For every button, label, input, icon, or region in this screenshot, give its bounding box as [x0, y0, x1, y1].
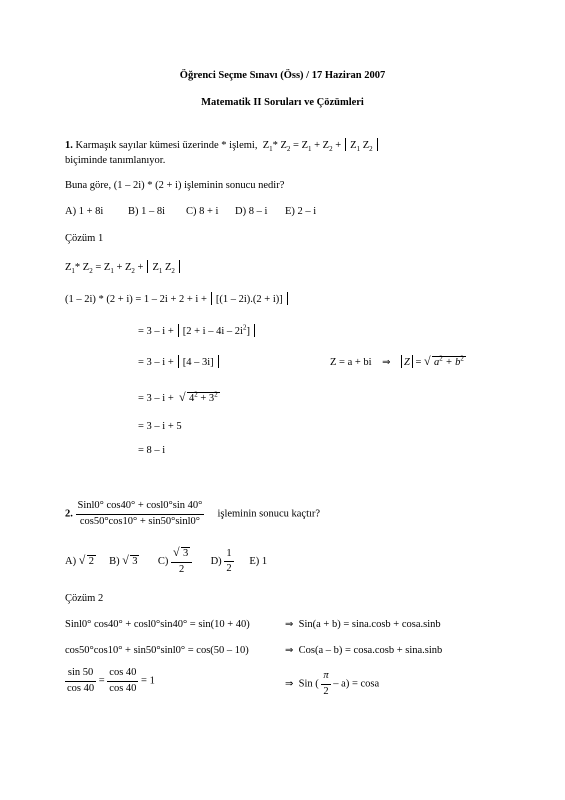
modulus-z: Z [403, 357, 410, 368]
question-2-text: işleminin sonucu kaçtır? [217, 508, 321, 520]
document-title: Öğrenci Seçme Sınavı (Öss) / 17 Haziran 2007 [179, 70, 386, 81]
def-z: Z [262, 140, 270, 151]
modulus-definition [330, 355, 466, 370]
abs-bar [147, 260, 148, 273]
rad-3: + 3 [200, 393, 215, 404]
abs-bar [401, 355, 402, 368]
frac2-den: cos 40 [109, 682, 137, 694]
question-1-number: 1. [65, 140, 73, 151]
solution-2-title: Çözüm 2 [65, 593, 104, 604]
question-1-text: Karmaşık sayılar kümesi üzerinde * işlemi, [75, 140, 258, 151]
solution-1-step-2: = $3 - i + [2 + i - 4i - 2i^2]$ [138, 324, 259, 339]
frac1-num: sin 50 [65, 667, 96, 682]
two: 2 [323, 685, 329, 697]
def-eq: = Z [290, 140, 309, 151]
implies-arrow: ⇒ [285, 619, 294, 630]
sol-eq: = Z [92, 262, 111, 273]
frac2-num: cos 40 [107, 667, 138, 682]
sol-z: Z [65, 262, 72, 273]
sol-z2: Z [165, 262, 172, 273]
q2-option-d: D) [210, 556, 222, 567]
abs-bar-right [377, 138, 378, 151]
question-2-denominator: cos50°cos10° + sin50°sinl0° [79, 515, 200, 527]
step3-text: = 3 – i + [138, 357, 174, 368]
q2-option-c: C) [157, 556, 169, 567]
rad-a: a [434, 357, 440, 368]
q2-options [65, 547, 267, 576]
step2-bracket: [2 + i – 4i – 2i [182, 326, 243, 337]
q2-option-b: B) [109, 556, 120, 567]
step2-text: = 3 – i + [138, 326, 174, 337]
def-z1: Z [350, 140, 357, 151]
modulus-eq: = [415, 357, 422, 368]
q1-option-d: D) 8 – i [235, 206, 268, 217]
pi-over-two [321, 670, 330, 698]
solution-1-definition: $Z_1*$ $Z_2 = Z_1 + Z_2 + Z_1$ $Z_2$ [65, 260, 184, 275]
question-2 [65, 500, 320, 528]
abs-bar [412, 355, 413, 368]
solution-2-line-2-right [285, 645, 442, 658]
def-z2: Z [362, 140, 370, 151]
abs-bar [179, 260, 180, 273]
question-1-text-2: biçiminde tanımlanıyor. [65, 155, 166, 166]
identity-3-b: – a) = cosa [333, 678, 380, 690]
modulus-sqrt: √ $a^2 + b^2$ [424, 354, 464, 368]
rad-4: 4 [189, 393, 195, 404]
abs-bar-left [345, 138, 346, 151]
q1-option-c: C) 8 + i [186, 206, 219, 217]
def-plus2: + [332, 140, 342, 151]
cos40-over-cos40 [107, 667, 138, 695]
abs-bar [178, 355, 179, 368]
solution-2-line-1-right [285, 619, 441, 632]
line3-result: = 1 [141, 675, 155, 687]
sol-plus2: + [134, 262, 144, 273]
q2-option-b-sqrt: √ 3 [122, 553, 138, 567]
step1-bracket: [(1 – 2i).(2 + i)] [215, 294, 283, 305]
implies-arrow: ⇒ [285, 678, 294, 690]
document-subtitle: Matematik II Soruları ve Çözümleri [201, 97, 364, 108]
identity-2: Cos(a – b) = cosa.cosb + sina.sinb [298, 645, 443, 656]
q2-option-d-frac [224, 548, 233, 576]
solution-1-title: Çözüm 1 [65, 233, 104, 244]
step3-bracket: [4 – 3i] [182, 357, 214, 368]
q2-option-b-radicand: 3 [132, 556, 138, 567]
sol-plus: + Z [113, 262, 132, 273]
identity-1: Sin(a + b) = sina.cosb + cosa.sinb [298, 619, 441, 630]
q2-option-c-radicand: 3 [182, 548, 189, 559]
def-plus: + Z [311, 140, 330, 151]
solution-2-line-1-left: Sinl0° cos40° + cosl0°sin40° = sin(10 + 40) [65, 619, 250, 630]
abs-bar [178, 324, 179, 337]
solution-1-step-6: = 8 – i [138, 445, 166, 456]
q1-option-e: E) 2 – i [285, 206, 317, 217]
question-2-fraction [76, 500, 205, 528]
sin50-over-cos40 [65, 667, 96, 695]
q2-option-e: E) 1 [249, 556, 268, 567]
implies-arrow: ⇒ [382, 357, 391, 368]
step2-close: ] [246, 326, 250, 337]
step4-sqrt: √ $4^2 + 3^2$ [179, 390, 218, 404]
implies-arrow: ⇒ [285, 645, 294, 656]
q2-option-a-radicand: 2 [88, 556, 94, 567]
frac1-den: cos 40 [67, 682, 95, 694]
question-2-numerator: Sinl0° cos40° + cosl0°sin 40° [76, 500, 205, 515]
solution-2-line-3-left [65, 667, 155, 695]
solution-1-step-4 [138, 392, 220, 406]
q2-option-d-num: 1 [224, 548, 233, 563]
abs-bar [218, 355, 219, 368]
rad-b: + b [445, 357, 461, 368]
q2-option-c-den: 2 [178, 563, 185, 575]
question-2-number: 2. [65, 508, 73, 520]
step1-text: (1 – 2i) * (2 + i) = 1 – 2i + 2 + i + [65, 294, 207, 305]
q2-option-a: A) [65, 556, 77, 567]
q1-option-b: B) 1 – 8i [128, 206, 166, 217]
abs-bar [287, 292, 288, 305]
step4-text: = 3 – i + [138, 393, 174, 404]
solution-1-step-1 [65, 292, 292, 307]
def-op: * Z [272, 140, 287, 151]
solution-1-step-5: = 3 – i + 5 [138, 421, 182, 432]
abs-bar [211, 292, 212, 305]
question-1-question: Buna göre, (1 – 2i) * (2 + i) işleminin sonucu nedir? [65, 180, 285, 191]
solution-1-step-3 [138, 355, 223, 370]
q2-option-d-den: 2 [226, 563, 232, 575]
question-1-definition: 1. Karmaşık sayılar kümesi üzerinde * işlemi, $Z_1*$ $Z_2 = Z_1 + Z_2 + Z_1$ $Z_2$ [65, 138, 382, 153]
q2-option-c-frac [171, 547, 192, 576]
solution-2-line-3-right [285, 670, 379, 698]
abs-bar [254, 324, 255, 337]
identity-3-a: Sin ( [298, 678, 319, 690]
sol-op: * Z [74, 262, 90, 273]
q2-option-a-sqrt: √ 2 [78, 553, 94, 567]
modulus-z-def: Z = a + bi [330, 357, 372, 368]
pi: π [321, 670, 330, 685]
q2-option-c-sqrt: √ 3 [172, 545, 189, 559]
q1-option-a: A) 1 + 8i [65, 206, 104, 217]
solution-2-line-2-left: cos50°cos10° + sin50°sinl0° = cos(50 – 10) [65, 645, 249, 656]
sol-z1: Z [152, 262, 159, 273]
line3-eq: = [98, 675, 105, 687]
